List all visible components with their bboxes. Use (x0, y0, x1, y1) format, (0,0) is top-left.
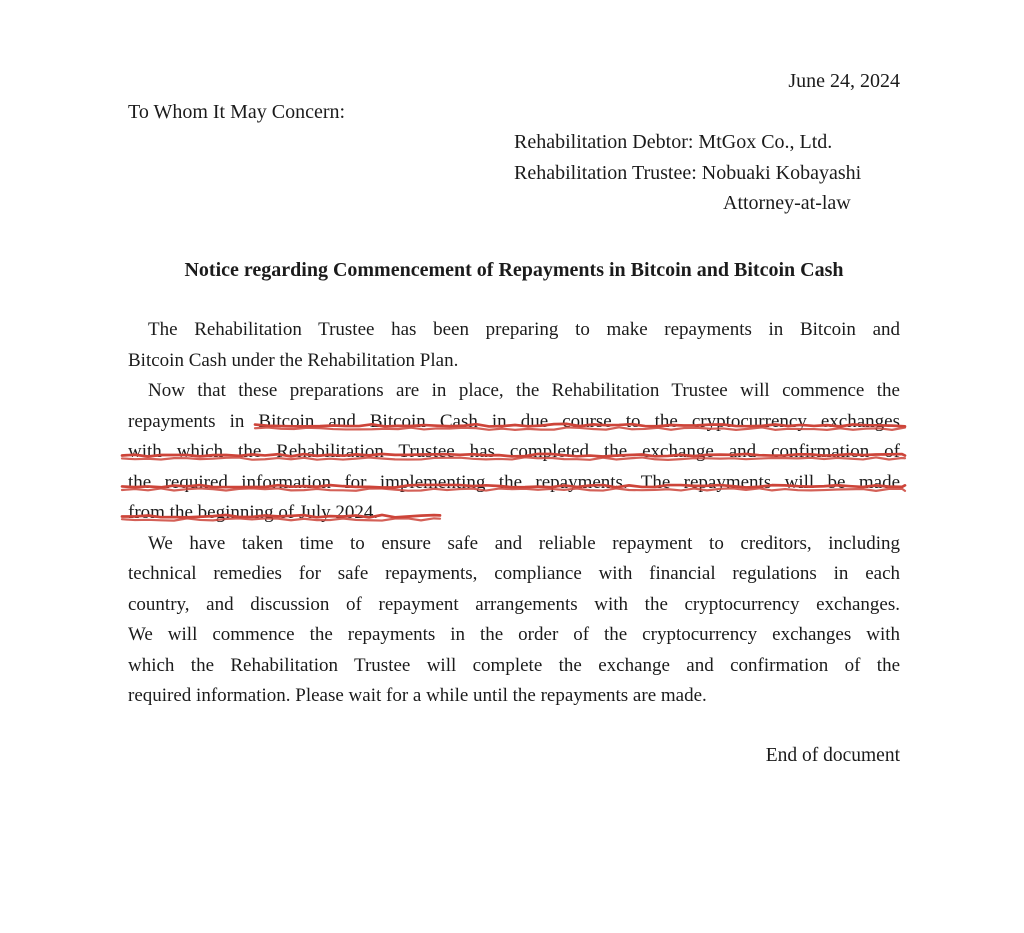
body-line-text: the required information for implementing the repayments. The repayments will be made (128, 471, 900, 493)
body-line-underlined (128, 437, 900, 468)
sender-trustee-title: Attorney-at-law (723, 192, 851, 214)
body-line-underlined (128, 407, 900, 438)
document-body (128, 315, 900, 712)
body-line: which the Rehabilitation Trustee will complete the exchange and confirmation of the (128, 654, 900, 676)
body-line: We have taken time to ensure safe and reliable repayment to creditors, including (148, 532, 900, 554)
body-line: required information. Please wait for a while until the repayments are made. (128, 685, 707, 706)
body-line-text: repayments in Bitcoin and Bitcoin Cash in due course to the cryptocurrency exchanges (128, 410, 900, 432)
body-line: Now that these preparations are in place, the Rehabilitation Trustee will commence the (148, 380, 900, 401)
body-line: We will commence the repayments in the order of the cryptocurrency exchanges with (128, 624, 900, 645)
date-line: June 24, 2024 (788, 70, 900, 92)
salutation: To Whom It May Concern: (128, 100, 346, 123)
text-column (128, 0, 900, 771)
document-title: Notice regarding Commencement of Repayments in Bitcoin and Bitcoin Cash (184, 258, 844, 281)
body-line-underlined (128, 498, 900, 529)
body-line-text: from the beginning of July 2024. (128, 502, 379, 523)
body-line: country, and discussion of repayment arrangements with the cryptocurrency exchanges. (128, 593, 900, 615)
body-line-text: with which the Rehabilitation Trustee has completed the exchange and confirmation of (128, 441, 900, 462)
sender-debtor: Rehabilitation Debtor: MtGox Co., Ltd. (514, 131, 833, 153)
body-line: Bitcoin Cash under the Rehabilitation Plan. (128, 349, 459, 371)
body-line: technical remedies for safe repayments, compliance with financial regulations in each (128, 563, 900, 584)
end-of-document: End of document (765, 744, 900, 766)
body-line: The Rehabilitation Trustee has been preparing to make repayments in Bitcoin and (148, 319, 900, 340)
sender-trustee: Rehabilitation Trustee: Nobuaki Kobayashi (514, 161, 862, 184)
sender-block (514, 127, 900, 219)
body-line-underlined (128, 468, 900, 499)
